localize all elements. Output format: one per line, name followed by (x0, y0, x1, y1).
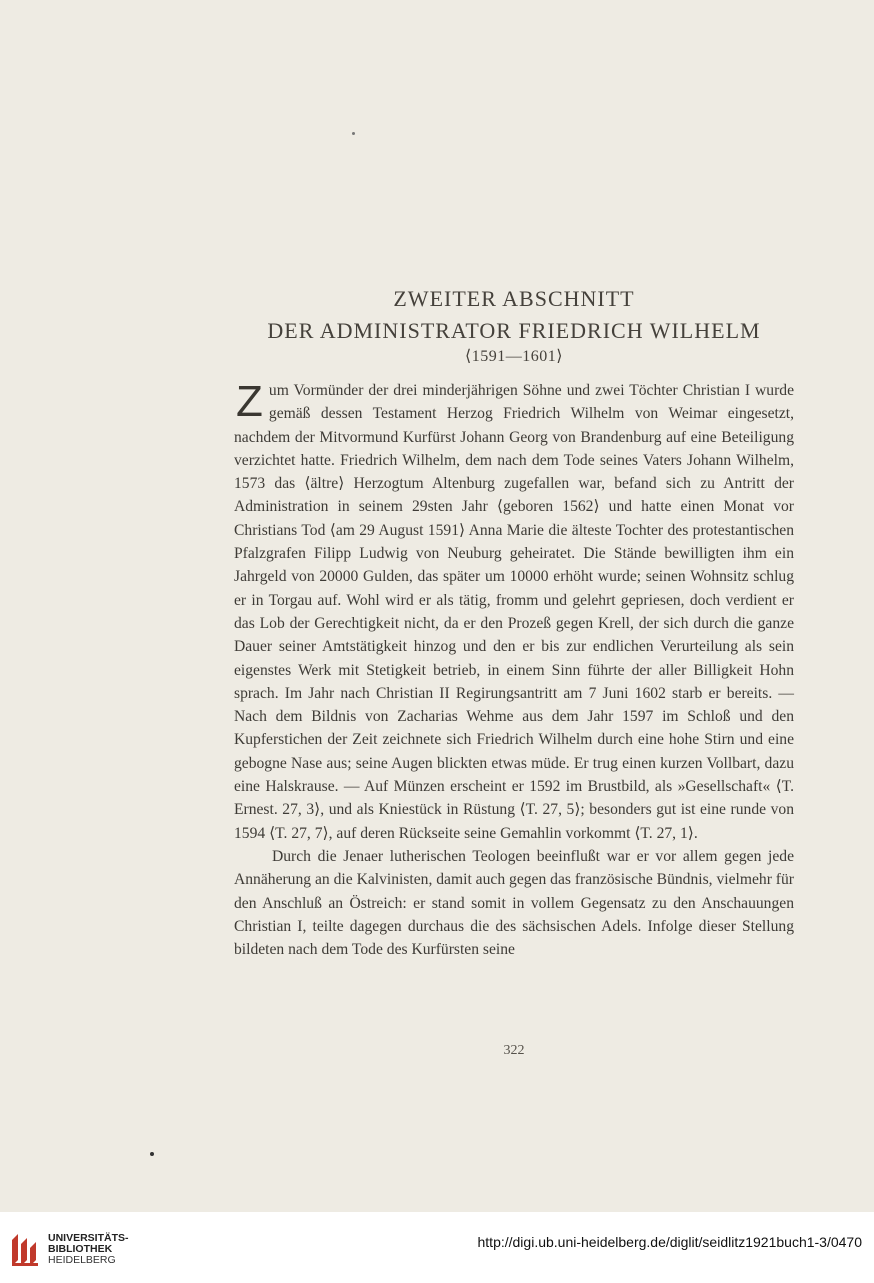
date-range: ⟨1591—1601⟩ (465, 348, 563, 365)
page-number: 322 (503, 1043, 525, 1058)
library-name: UNIVERSITÄTS- BIBLIOTHEK HEIDELBERG (48, 1232, 129, 1266)
paragraph-text: um Vormünder der drei minderjährigen Söhne und zwei Töchter Christian I wurde gemäß dessen Testament Herzog Friedrich Wilhelm von Weimar eingesetzt, nachdem der Mitvormund Kurfürst Johann Georg von Brandenburg auf eine Beteiligung verzichtet hatte. Friedrich Wilhelm, dem nach dem Tode seines Vaters Johann Wilhelm, 1573 das ⟨ältre⟩ Herzogtum Altenburg zugefallen war, befand sich zu Antritt der Administration in seinem 29sten Jahr ⟨geboren 1562⟩ und hatte einen Monat vor Christians Tod ⟨am 29 August 1591⟩ Anna Marie die älteste Tochter des protestantischen Pfalzgrafen Filipp Ludwig von Neuburg geheiratet. Die Stände bewilligten ihm ein Jahrgeld von 20000 Gulden, das später um 10000 erhöht wurde; seinen Wohnsitz schlug er in Torgau auf. Wohl wird er als tätig, fromm und gelehrt gepriesen, doch verdient er das Lob der Gerechtigkeit nicht, da er den Prozeß gegen Krell, der sich durch die ganze Dauer seiner Amtstätigkeit hinzog und den er bis zur endlichen Verurteilung als sein eigenstes Werk mit Stetigkeit betrieb, in einem Sinn führte der aller Billigkeit Hohn sprach. Im Jahr nach Christian II Regirungsantritt am 7 Juni 1602 starb er bereits. — Nach dem Bildnis von Zacharias Wehme aus dem Jahr 1597 im Schloß und den Kupferstichen der Zeit zeichnete sich Friedrich Wilhelm durch eine hohe Stirn und eine gebogne Nase aus; seine Augen blickten etwas müde. Er trug einen kurzen Vollbart, dazu eine Halskrause. — Auf Münzen erscheint er 1592 im Brustbild, als »Gesellschaft« ⟨T. Ernest. 27, 3⟩, und als Kniestück in Rüstung ⟨T. 27, 5⟩; besonders gut ist eine runde von 1594 ⟨T. 27, 7⟩, auf deren Rückseite seine Gemahlin vorkommt ⟨T. 27, 1⟩. (234, 382, 794, 842)
source-url[interactable]: http://digi.ub.uni-heidelberg.de/diglit/seidlitz1921buch1-3/0470 (477, 1234, 862, 1250)
drop-cap: Z (236, 377, 263, 426)
viewer-footer (0, 1212, 874, 1283)
paragraph (234, 379, 794, 845)
body-text (234, 379, 794, 961)
paragraph: Durch die Jenaer lutherischen Teologen beeinflußt war er vor allem gegen jede Annäherung an die Kalvinisten, damit auch gegen das französische Bündnis, vielmehr für den Anschluß an Östreich: er stand somit in vollem Gegensatz zu den Anschauungen Christian I, teilte dagegen durchaus die des sächsischen Adels. Infolge dieser Stellung bildeten nach dem Tode des Kurfürsten seine (234, 847, 794, 959)
section-heading: ZWEITER ABSCHNITT (393, 286, 635, 311)
scan-speck (352, 132, 355, 135)
scan-speck (150, 1152, 154, 1156)
university-library-logo-icon (10, 1230, 40, 1268)
chapter-title: DER ADMINISTRATOR FRIEDRICH WILHELM (267, 318, 761, 343)
